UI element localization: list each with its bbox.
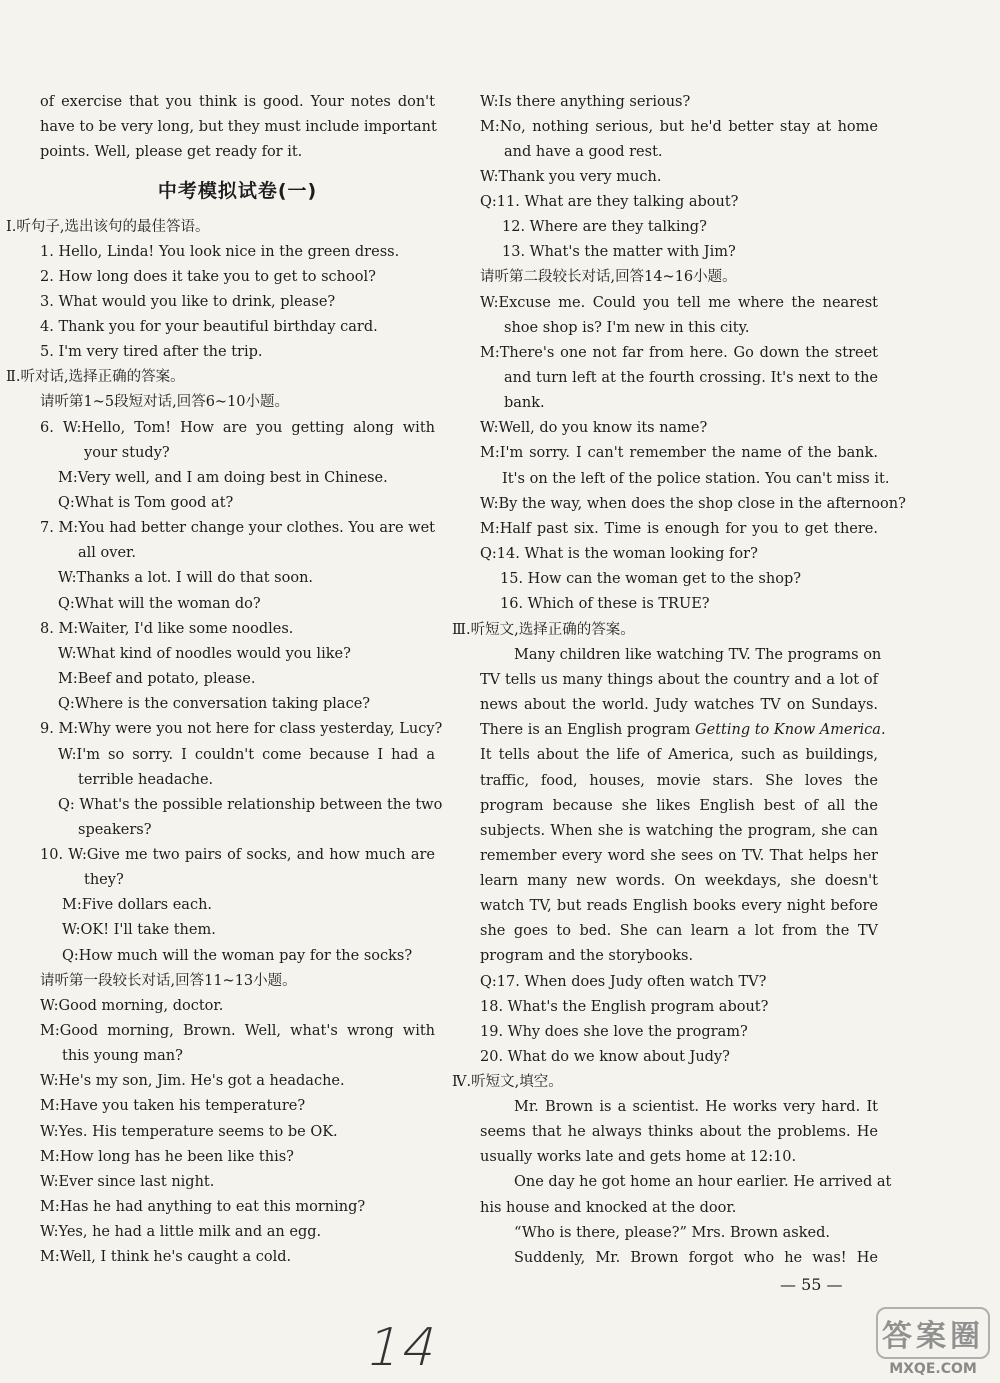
text-line: your study? — [84, 445, 170, 461]
text-line: Suddenly, Mr. Brown forgot who he was! He — [514, 1250, 878, 1266]
text-line: 9. M:Why were you not here for class yesterday, Lucy? — [40, 721, 443, 737]
text-line: speakers? — [78, 822, 152, 838]
text-line: M:Good morning, Brown. Well, what's wrong with — [40, 1023, 435, 1039]
text-line: Many children like watching TV. The programs on — [514, 647, 882, 663]
paragraph-line: of exercise that you think is good. Your notes don't — [40, 94, 435, 110]
text-line: W:Yes. His temperature seems to be OK. — [40, 1124, 338, 1140]
text-line: program and the storybooks. — [480, 948, 694, 964]
watermark — [874, 1307, 992, 1377]
text-line: W:What kind of noodles would you like? — [58, 646, 351, 662]
watermark-logo: 答案圈 — [876, 1307, 990, 1359]
text-line: W:He's my son, Jim. He's got a headache. — [40, 1073, 345, 1089]
text-line: TV tells us many things about the country and a lot of — [480, 672, 878, 688]
section-title: 中考模拟试卷(一) — [157, 180, 318, 202]
text-line: W:I'm so sorry. I couldn't come because I had a — [58, 747, 435, 763]
page-number: — 55 — — [780, 1275, 843, 1294]
text-line: W:Yes, he had a little milk and an egg. — [40, 1224, 322, 1240]
text-line: news about the world. Judy watches TV on Sundays. — [480, 697, 878, 713]
text-line: W:By the way, when does the shop close in the afternoon? — [480, 496, 906, 512]
text-line: M:There's one not far from here. Go down the street — [480, 345, 878, 361]
text-line: M:How long has he been like this? — [40, 1149, 294, 1165]
text-line: 19. Why does she love the program? — [480, 1024, 748, 1040]
text-line: learn many new words. On weekdays, she doesn't — [480, 873, 878, 889]
text-line: Q: What's the possible relationship between the two — [58, 797, 443, 813]
text-line: “Who is there, please?” Mrs. Brown asked. — [514, 1225, 830, 1241]
text-line: she goes to bed. She can learn a lot from the TV — [480, 923, 878, 939]
text-line: Ⅱ.听对话,选择正确的答案。 — [6, 369, 185, 385]
text-line: Ⅲ.听短文,选择正确的答案。 — [452, 622, 635, 638]
text-line: watch TV, but reads English books every night before — [480, 898, 878, 914]
text-line: Q:14. What is the woman looking for? — [480, 546, 758, 562]
text-line: all over. — [78, 545, 136, 561]
text-line: M:Very well, and I am doing best in Chinese. — [58, 470, 388, 486]
text-line: M:Half past six. Time is enough for you to get there. — [480, 521, 878, 537]
text-line: 请听第一段较长对话,回答11~13小题。 — [40, 973, 297, 989]
text-line: W:Ever since last night. — [40, 1174, 215, 1190]
text-line: 13. What's the matter with Jim? — [502, 244, 736, 260]
text-line: usually works late and gets home at 12:10. — [480, 1149, 797, 1165]
text-line: W:Well, do you know its name? — [480, 420, 708, 436]
text-line: W:Excuse me. Could you tell me where the nearest — [480, 295, 878, 311]
text-line: W:OK! I'll take them. — [62, 922, 216, 938]
text-line: 15. How can the woman get to the shop? — [500, 571, 802, 587]
text-line: Ⅳ.听短文,填空。 — [452, 1074, 563, 1090]
text-line: It's on the left of the police station. You can't miss it. — [502, 471, 890, 487]
text-line: M:No, nothing serious, but he'd better stay at home — [480, 119, 878, 135]
text-line: 10. W:Give me two pairs of socks, and how much are — [40, 847, 435, 863]
text-line: W:Thanks a lot. I will do that soon. — [58, 570, 314, 586]
text-line: Mr. Brown is a scientist. He works very hard. It — [514, 1099, 878, 1115]
text-line: M:Well, I think he's caught a cold. — [40, 1249, 292, 1265]
text-line: 5. I'm very tired after the trip. — [40, 344, 263, 360]
text-line: remember every word she sees on TV. That helps her — [480, 848, 878, 864]
paragraph-line: points. Well, please get ready for it. — [40, 144, 303, 160]
text-line: seems that he always thinks about the problems. He — [480, 1124, 878, 1140]
text-line: Q:What will the woman do? — [58, 596, 261, 612]
text-line: Q:17. When does Judy often watch TV? — [480, 974, 767, 990]
text-line: subjects. When she is watching the program, she can — [480, 823, 878, 839]
text-line: M:Have you taken his temperature? — [40, 1098, 306, 1114]
text-line: and turn left at the fourth crossing. It's next to the — [504, 370, 878, 386]
text-line: 20. What do we know about Judy? — [480, 1049, 730, 1065]
watermark-url: MXQE.COM — [889, 1361, 977, 1377]
text-line: 16. Which of these is TRUE? — [500, 596, 710, 612]
text-line: M:Has he had anything to eat this morning? — [40, 1199, 366, 1215]
text-line: M:Five dollars each. — [62, 897, 213, 913]
text-line: 4. Thank you for your beautiful birthday card. — [40, 319, 378, 335]
text-line: bank. — [504, 395, 545, 411]
text-line: W:Good morning, doctor. — [40, 998, 224, 1014]
text-line: W:Thank you very much. — [480, 169, 662, 185]
text-line: his house and knocked at the door. — [480, 1200, 737, 1216]
text-line: Q:Where is the conversation taking place? — [58, 696, 371, 712]
text-line: and have a good rest. — [504, 144, 663, 160]
text-line: Q:11. What are they talking about? — [480, 194, 739, 210]
text-line: W:Is there anything serious? — [480, 94, 691, 110]
text-line: It tells about the life of America, such as buildings, — [480, 747, 878, 763]
text-line: shoe shop is? I'm new in this city. — [504, 320, 750, 336]
text-line: There is an English program Getting to Know America. — [480, 722, 886, 738]
text-line: Q:How much will the woman pay for the socks? — [62, 948, 413, 964]
text-line: 请听第二段较长对话,回答14~16小题。 — [480, 269, 737, 285]
text-line: Ⅰ.听句子,选出该句的最佳答语。 — [6, 219, 210, 235]
text-line: 7. M:You had better change your clothes. You are wet — [40, 520, 435, 536]
text-line: M:I'm sorry. I can't remember the name of the bank. — [480, 445, 878, 461]
text-line: program because she likes English best of all the — [480, 798, 878, 814]
text-line: traffic, food, houses, movie stars. She loves the — [480, 773, 878, 789]
text-line: this young man? — [62, 1048, 183, 1064]
paragraph-line: have to be very long, but they must include important — [40, 119, 437, 135]
text-line: 请听第1~5段短对话,回答6~10小题。 — [40, 394, 290, 410]
text-line: M:Beef and potato, please. — [58, 671, 256, 687]
text-line: 18. What's the English program about? — [480, 999, 769, 1015]
text-line: 12. Where are they talking? — [502, 219, 707, 235]
text-line: One day he got home an hour earlier. He arrived at — [514, 1174, 892, 1190]
text-line: 3. What would you like to drink, please? — [40, 294, 336, 310]
text-line: terrible headache. — [78, 772, 214, 788]
text-line: 6. W:Hello, Tom! How are you getting along with — [40, 420, 435, 436]
text-line: 8. M:Waiter, I'd like some noodles. — [40, 621, 294, 637]
handwritten-note: 14 — [360, 1318, 446, 1378]
text-line: 1. Hello, Linda! You look nice in the green dress. — [40, 244, 400, 260]
text-line: they? — [84, 872, 124, 888]
text-line: Q:What is Tom good at? — [58, 495, 234, 511]
text-line: 2. How long does it take you to get to school? — [40, 269, 376, 285]
